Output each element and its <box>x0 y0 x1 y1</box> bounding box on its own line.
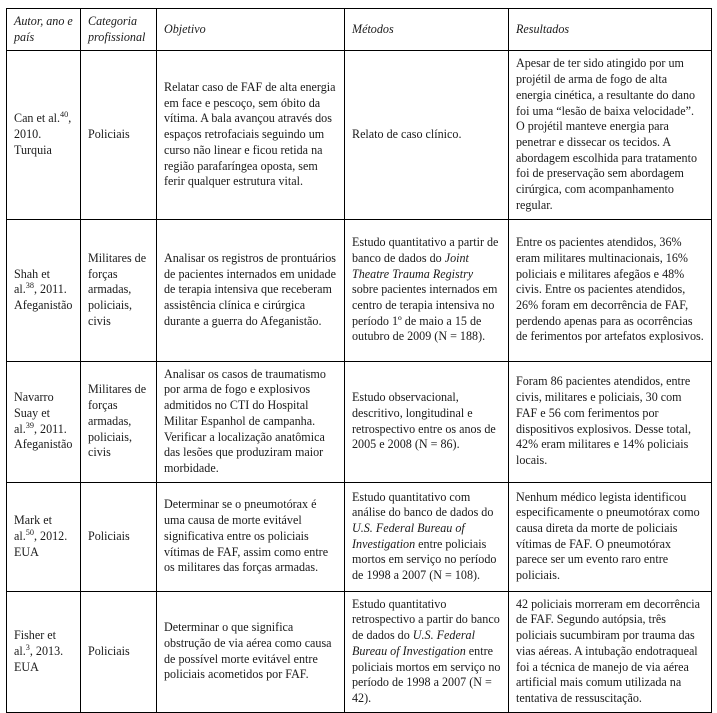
cell-categoria: Policiais <box>81 591 157 712</box>
autor-year-country: , 2013. EUA <box>14 643 64 674</box>
autor-name: Mark et al. <box>14 513 52 543</box>
cell-resultados: 42 policiais morreram em decorrência de FAF. Segundo autópsia, três policiais sucumbiram por trauma das vias aéreas. A intubação endotraqueal foi a técnica de manejo de via aérea artificial mais comum utilizada na tentativa de ressuscitação. <box>509 591 712 712</box>
column-header-objetivo: Objetivo <box>157 9 345 51</box>
autor-name: Fisher et al. <box>14 628 56 658</box>
table-row <box>7 482 712 591</box>
column-header-autor: Autor, ano e país <box>7 9 81 51</box>
autor-name: Navarro Suay et al. <box>14 390 54 436</box>
autor-reference: 38 <box>25 281 34 291</box>
table-row <box>7 51 712 219</box>
metodos-text-pre: Estudo quantitativo a partir de banco de dados do <box>352 235 499 265</box>
cell-objetivo: Determinar o que significa obstrução de via aérea como causa de possível morte evitável entre policiais acometidos por FAF. <box>157 591 345 712</box>
cell-resultados: Nenhum médico legista identificou especificamente o pneumotórax como causa direta da morte de policiais vítimas de FAF. O pneumotórax parece ser um evento raro entre policiais. <box>509 482 712 591</box>
cell-metodos <box>345 482 509 591</box>
metodos-text-pre: Estudo quantitativo com análise do banco de dados do <box>352 489 494 520</box>
metodos-source-italic: U.S. Federal Bureau of Investigation <box>352 628 475 658</box>
table-row <box>7 219 712 361</box>
cell-objetivo: Relatar caso de FAF de alta energia em face e pescoço, sem óbito da vítima. A bala avançou através dos espaços retrofaciais seguindo um curso não linear e ficou retida na região parafaríngea oposta, sem ferir qualquer estrutura vital. <box>157 51 345 219</box>
table-row <box>7 591 712 712</box>
metodos-source-italic: Joint Theatre Trauma Registry <box>352 250 474 281</box>
cell-autor <box>7 591 81 712</box>
cell-metodos <box>345 591 509 712</box>
metodos-text-pre: Estudo quantitativo retrospectivo a partir do banco de dados do <box>352 596 500 643</box>
autor-year-country: , 2011. Afeganistão <box>14 282 73 312</box>
metodos-text-post: sobre pacientes internados em centro de terapia intensiva no período 1º de maio a 15 de outubro de 2009 (N = 188). <box>352 282 498 344</box>
autor-reference: 50 <box>25 527 34 537</box>
cell-autor <box>7 51 81 219</box>
column-header-metodos: Métodos <box>345 9 509 51</box>
cell-objetivo: Determinar se o pneumotórax é uma causa de morte evitável significativa entre os policiais vítimas de FAF, assim como entre os militares das forças armadas. <box>157 482 345 591</box>
autor-name: Shah et al. <box>14 266 50 297</box>
cell-autor <box>7 482 81 591</box>
table-header-row <box>7 9 712 51</box>
autor-reference: 40 <box>60 110 69 120</box>
cell-objetivo: Analisar os casos de traumatismo por arma de fogo e explosivos admitidos no CTI do Hospital Militar Espanhol de campanha. Verificar a localização anatômica das lesões que produziram maior morbidade. <box>157 361 345 482</box>
column-header-categoria: Categoria profissional <box>81 9 157 51</box>
cell-categoria: Militares de forças armadas, policiais, civis <box>81 361 157 482</box>
autor-year-country: , 2010. Turquia <box>14 111 72 157</box>
table-header <box>7 9 712 51</box>
cell-autor <box>7 219 81 361</box>
table-row <box>7 361 712 482</box>
metodos-text-pre: Estudo observacional, descritivo, longitudinal e retrospectivo entre os anos de 2005 e 2008 (N = 86). <box>352 390 496 452</box>
column-header-resultados: Resultados <box>509 9 712 51</box>
cell-resultados: Apesar de ter sido atingido por um projétil de arma de fogo de alta energia cinética, a resultante do dano foi uma “lesão de baixa velocidade”. O projétil manteve energia para penetrar e dissecar os tecidos. A abordagem escolhida para tratamento foi de preservação sem abordagem cirúrgica, com acompanhamento regular. <box>509 51 712 219</box>
metodos-text-post: entre policiais mortos em serviço no período de 1998 a 2007 (N = 108). <box>352 536 497 583</box>
cell-objetivo: Analisar os registros de prontuários de pacientes internados em unidade de terapia intensiva que receberam assistência clínica e cirúrgica durante a guerra do Afeganistão. <box>157 219 345 361</box>
autor-year-country: , 2011. Afeganistão <box>14 421 73 452</box>
autor-reference: 3 <box>25 642 30 652</box>
cell-categoria: Militares de forças armadas, policiais, civis <box>81 219 157 361</box>
cell-metodos <box>345 361 509 482</box>
cell-metodos <box>345 219 509 361</box>
cell-metodos <box>345 51 509 219</box>
metodos-text-post: entre policiais mortos em serviço no período de 1998 a 2007 (N = 42). <box>352 643 501 705</box>
autor-year-country: , 2012. EUA <box>14 528 68 559</box>
table-body <box>7 51 712 712</box>
cell-resultados: Foram 86 pacientes atendidos, entre civis, militares e policiais, 30 com FAF e 56 com ferimentos por dispositivos explosivos. Desse total, 42% eram militares e 14% policiais locais. <box>509 361 712 482</box>
cell-categoria: Policiais <box>81 51 157 219</box>
studies-table <box>6 8 712 713</box>
autor-reference: 39 <box>25 420 34 430</box>
cell-resultados: Entre os pacientes atendidos, 36% eram militares multinacionais, 16% policiais e militares afegãos e 48% civis. Entre os pacientes atendidos, 26% foram em decorrência de FAF, perdendo apenas para as ocorrências de ferimentos por artefatos explosivos. <box>509 219 712 361</box>
metodos-text-pre: Relato de caso clínico. <box>352 127 462 142</box>
metodos-source-italic: U.S. Federal Bureau of Investigation <box>352 520 465 551</box>
cell-autor <box>7 361 81 482</box>
autor-name: Can et al. <box>14 111 61 126</box>
cell-categoria: Policiais <box>81 482 157 591</box>
